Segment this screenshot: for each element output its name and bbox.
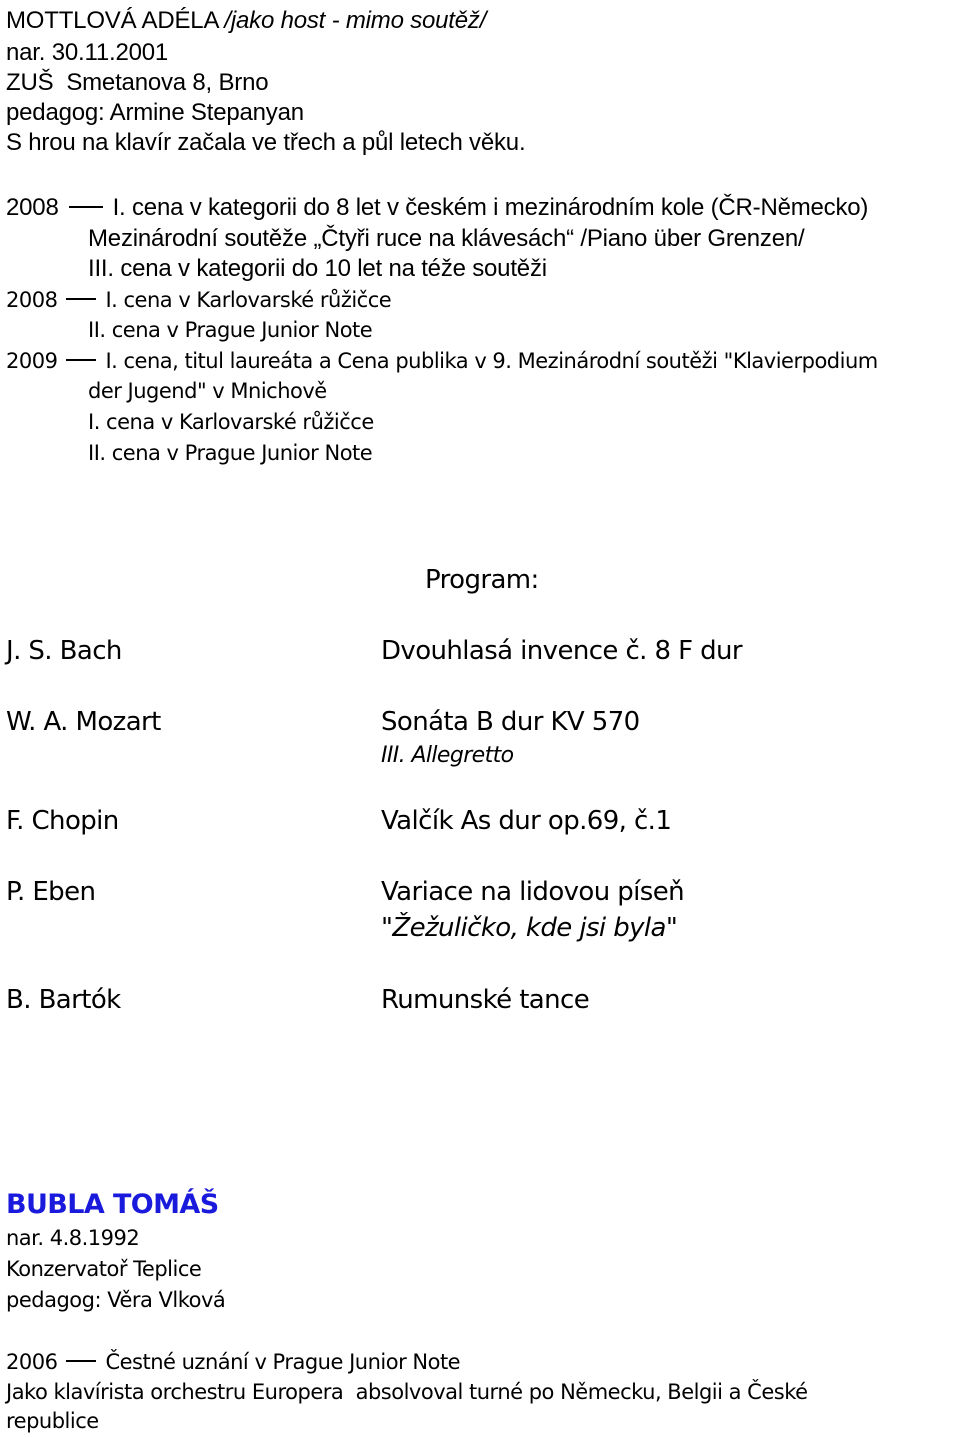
entry1-birth-date: nar. 30.11.2001 [6,39,169,66]
dash-divider [66,298,96,300]
entry1-name: MOTTLOVÁ ADÉLA [6,7,218,34]
entry2-bio-line: Jako klavírista orchestru Europera absolvoval turné po Německu, Belgii a České [6,1380,808,1404]
program-piece: Rumunské tance [381,985,590,1015]
program-movement: III. Allegretto [381,743,514,768]
award-year: 2009 [6,349,58,373]
award-line: III. cena v kategorii do 10 let na téže soutěži [88,255,547,282]
dash-divider [66,359,96,361]
entry2-award-line [6,1347,460,1377]
program-piece: Valčík As dur op.69, č.1 [381,806,672,836]
program-composer: P. Eben [6,877,96,907]
award-text: I. cena, titul laureáta a Cena publika v 9. Mezinárodní soutěži "Klavierpodium [105,349,878,373]
program-piece: Dvouhlasá invence č. 8 F dur [381,636,743,666]
entry2-bio-line: republice [6,1409,99,1433]
award-year: 2006 [6,1350,58,1374]
program-heading: Program: [425,565,539,595]
entry2-teacher: pedagog: Věra Vlková [6,1288,226,1312]
entry2-school: Konzervatoř Teplice [6,1257,202,1281]
program-piece: Sonáta B dur KV 570 [381,707,640,737]
entry1-name-note: /jako host - mimo soutěž/ [224,7,487,34]
program-composer: B. Bartók [6,985,121,1015]
award-line: der Jugend" v Mnichově [88,379,327,403]
award-text: I. cena v kategorii do 8 let v českém i mezinárodním kole (ČR-Německo) [112,194,869,221]
award-text: I. cena v Karlovarské růžičce [105,288,392,312]
program-composer: W. A. Mozart [6,707,161,737]
award-line: Mezinárodní soutěže „Čtyři ruce na klávesách“ /Piano über Grenzen/ [88,225,805,252]
award-line [6,346,878,376]
dash-divider [66,1360,96,1362]
award-line: II. cena v Prague Junior Note [88,318,373,342]
entry2-birth-date: nar. 4.8.1992 [6,1226,140,1250]
entry1-school: ZUŠ Smetanova 8, Brno [6,69,269,96]
program-composer: J. S. Bach [6,636,122,666]
award-line [6,193,868,223]
award-year: 2008 [6,194,59,221]
program-piece-subtitle: "Žežuličko, kde jsi byla" [381,913,678,943]
program-piece: Variace na lidovou píseň [381,877,685,907]
entry2-name: BUBLA TOMÁŠ [6,1189,219,1220]
dash-divider [69,206,103,208]
award-year: 2008 [6,288,58,312]
entry1-teacher: pedagog: Armine Stepanyan [6,99,304,126]
award-line: I. cena v Karlovarské růžičce [88,410,374,434]
award-line [6,285,391,315]
entry1-name-line [6,6,486,36]
program-composer: F. Chopin [6,806,119,836]
entry1-bio: S hrou na klavír začala ve třech a půl letech věku. [6,129,526,156]
award-text: Čestné uznání v Prague Junior Note [105,1350,461,1374]
award-line: II. cena v Prague Junior Note [88,441,373,465]
